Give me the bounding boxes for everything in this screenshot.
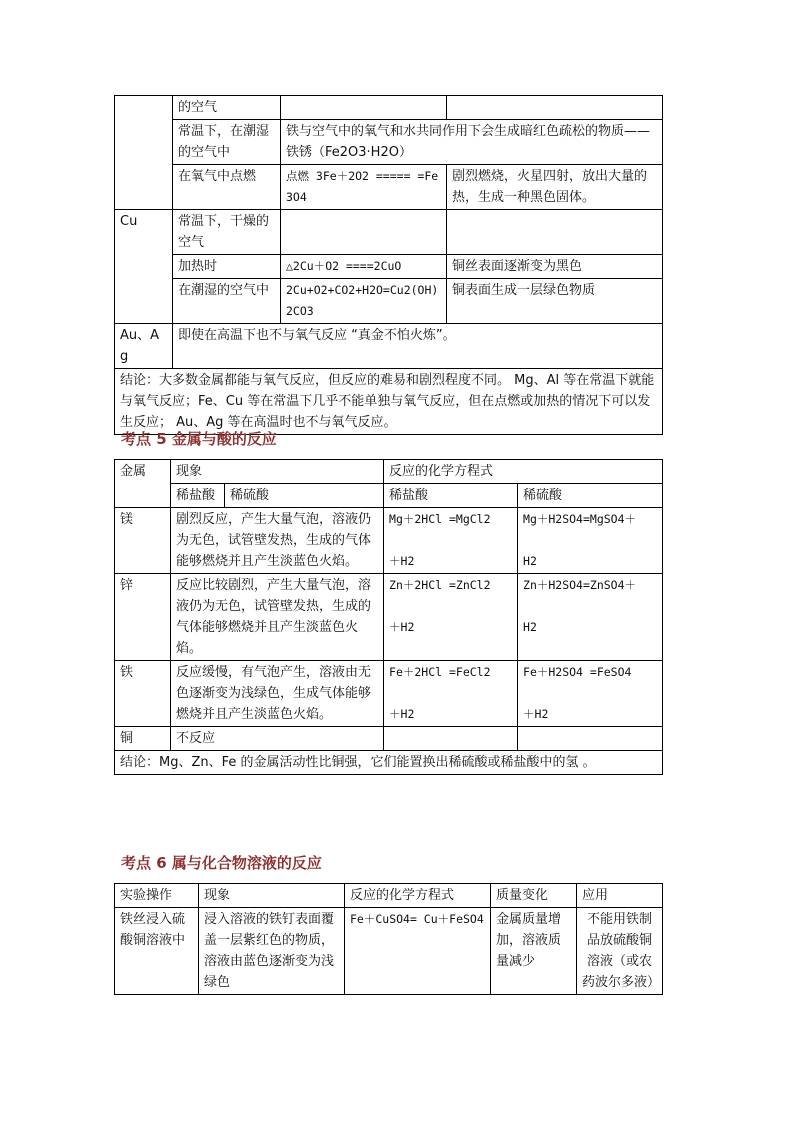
table-row xyxy=(115,96,663,120)
operation-cell: 铁丝浸入硫酸铜溶液中 xyxy=(115,908,199,995)
table-header-row xyxy=(115,484,663,508)
header-cell: 稀硫酸 xyxy=(518,484,663,508)
equation-cell: Mg＋H2SO4=MgSO4＋ H2 xyxy=(518,508,663,574)
metal-cell: Cu xyxy=(115,210,173,324)
section-heading: 考点 6 属与化合物溶液的反应 xyxy=(121,854,322,872)
table-row xyxy=(115,661,663,727)
table-row xyxy=(115,369,663,435)
header-cell: 稀盐酸 xyxy=(384,484,518,508)
metal-cell: 铁 xyxy=(115,661,171,727)
table-header-row xyxy=(115,460,663,484)
equation-cell: 2Cu+O2+CO2+H2O=Cu2(OH)2CO3 xyxy=(281,279,447,324)
equation-cell: △2Cu＋O2 ====2CuO xyxy=(281,255,447,279)
metal-cell: 锌 xyxy=(115,574,171,661)
conclusion-cell: 结论：大多数金属都能与氧气反应，但反应的难易和剧烈程度不同。 Mg、Al 等在常温下就能与氧气反应；Fe、Cu 等在常温下几乎不能单独与氧气反应，但在点燃或加热的情况下可以发生反应； Au、Ag 等在高温时也不与氧气反应。 xyxy=(115,369,663,435)
phenomenon-cell: 铜表面生成一层绿色物质 xyxy=(447,279,663,324)
table-row xyxy=(115,255,663,279)
acid-reaction-table xyxy=(114,459,663,775)
equation-cell xyxy=(518,727,663,751)
mass-change-cell: 金属质量增加，溶液质量减少 xyxy=(491,908,577,995)
phenomenon-cell xyxy=(447,96,663,120)
phenomenon-cell: 反应比较剧烈，产生大量气泡，溶液仍为无色，试管壁发热，生成的气体能够燃烧并且产生淡蓝色火焰。 xyxy=(171,574,384,661)
equation-cell: Fe＋H2SO4 =FeSO4 ＋H2 xyxy=(518,661,663,727)
condition-cell: 常温下，干燥的空气 xyxy=(173,210,281,255)
table-row xyxy=(115,908,663,995)
section-heading: 考点 5 金属与酸的反应 xyxy=(121,430,277,448)
equation-cell xyxy=(384,727,518,751)
equation-cell xyxy=(281,210,447,255)
header-cell: 反应的化学方程式 xyxy=(384,460,663,484)
header-cell: 质量变化 xyxy=(491,884,577,908)
condition-cell: 加热时 xyxy=(173,255,281,279)
conclusion-cell: 结论：Mg、Zn、Fe 的金属活动性比铜强，它们能置换出稀硫酸或稀盐酸中的氢 。 xyxy=(115,751,663,775)
phenomenon-cell: 不反应 xyxy=(171,727,384,751)
table-row xyxy=(115,574,663,661)
header-cell: 现象 xyxy=(199,884,345,908)
equation-cell xyxy=(281,96,447,120)
equation-cell: Mg＋2HCl =MgCl2 ＋H2 xyxy=(384,508,518,574)
header-cell: 应用 xyxy=(577,884,663,908)
condition-cell: 常温下，在潮湿的空气中 xyxy=(173,120,281,165)
phenomenon-cell: 铜丝表面逐渐变为黑色 xyxy=(447,255,663,279)
phenomenon-cell: 剧烈燃烧，火星四射，放出大量的热，生成一种黑色固体。 xyxy=(447,165,663,210)
equation-cell: Fe＋CuSO4= Cu＋FeSO4 xyxy=(345,908,491,995)
table-row xyxy=(115,210,663,255)
condition-cell: 在潮湿的空气中 xyxy=(173,279,281,324)
table-header-row xyxy=(115,884,663,908)
header-cell: 现象 xyxy=(171,460,384,484)
header-cell: 反应的化学方程式 xyxy=(345,884,491,908)
equation-cell: Zn＋2HCl =ZnCl2 ＋H2 xyxy=(384,574,518,661)
table-row xyxy=(115,727,663,751)
application-cell: 不能用铁制品放硫酸铜溶液（或农药波尔多液） xyxy=(577,908,663,995)
table-row xyxy=(115,279,663,324)
table-row xyxy=(115,120,663,165)
equation-cell: Fe＋2HCl =FeCl2 ＋H2 xyxy=(384,661,518,727)
metal-cell: 镁 xyxy=(115,508,171,574)
solution-reaction-table xyxy=(114,883,663,995)
phenomenon-cell xyxy=(447,210,663,255)
table-row xyxy=(115,165,663,210)
metal-cell: 铜 xyxy=(115,727,171,751)
table-row xyxy=(115,508,663,574)
phenomenon-cell: 反应缓慢，有气泡产生，溶液由无色逐渐变为浅绿色，生成气体能够燃烧并且产生淡蓝色火焰。 xyxy=(171,661,384,727)
note-cell: 即使在高温下也不与氧气反应 “真金不怕火炼”。 xyxy=(173,324,663,369)
phenomenon-cell: 剧烈反应，产生大量气泡，溶液仍为无色，试管壁发热，生成的气体能够燃烧并且产生淡蓝色火焰。 xyxy=(171,508,384,574)
metal-cell: Au、Ag xyxy=(115,324,173,369)
table-row xyxy=(115,324,663,369)
merged-result-cell: 铁与空气中的氧气和水共同作用下会生成暗红色疏松的物质——铁锈（Fe2O3·H2O） xyxy=(281,120,663,165)
header-cell: 稀盐酸 xyxy=(171,484,225,508)
header-cell: 实验操作 xyxy=(115,884,199,908)
condition-cell: 的空气 xyxy=(173,96,281,120)
header-cell: 金属 xyxy=(115,460,171,508)
phenomenon-cell: 浸入溶液的铁钉表面覆盖一层紫红色的物质，溶液由蓝色逐渐变为浅绿色 xyxy=(199,908,345,995)
condition-cell: 在氧气中点燃 xyxy=(173,165,281,210)
equation-cell: 点燃 3Fe＋2O2 ===== =Fe3O4 xyxy=(281,165,447,210)
table-row xyxy=(115,751,663,775)
equation-cell: Zn＋H2SO4=ZnSO4＋ H2 xyxy=(518,574,663,661)
metal-cell xyxy=(115,96,173,210)
oxygen-reaction-table xyxy=(114,95,663,435)
header-cell: 稀硫酸 xyxy=(225,484,384,508)
